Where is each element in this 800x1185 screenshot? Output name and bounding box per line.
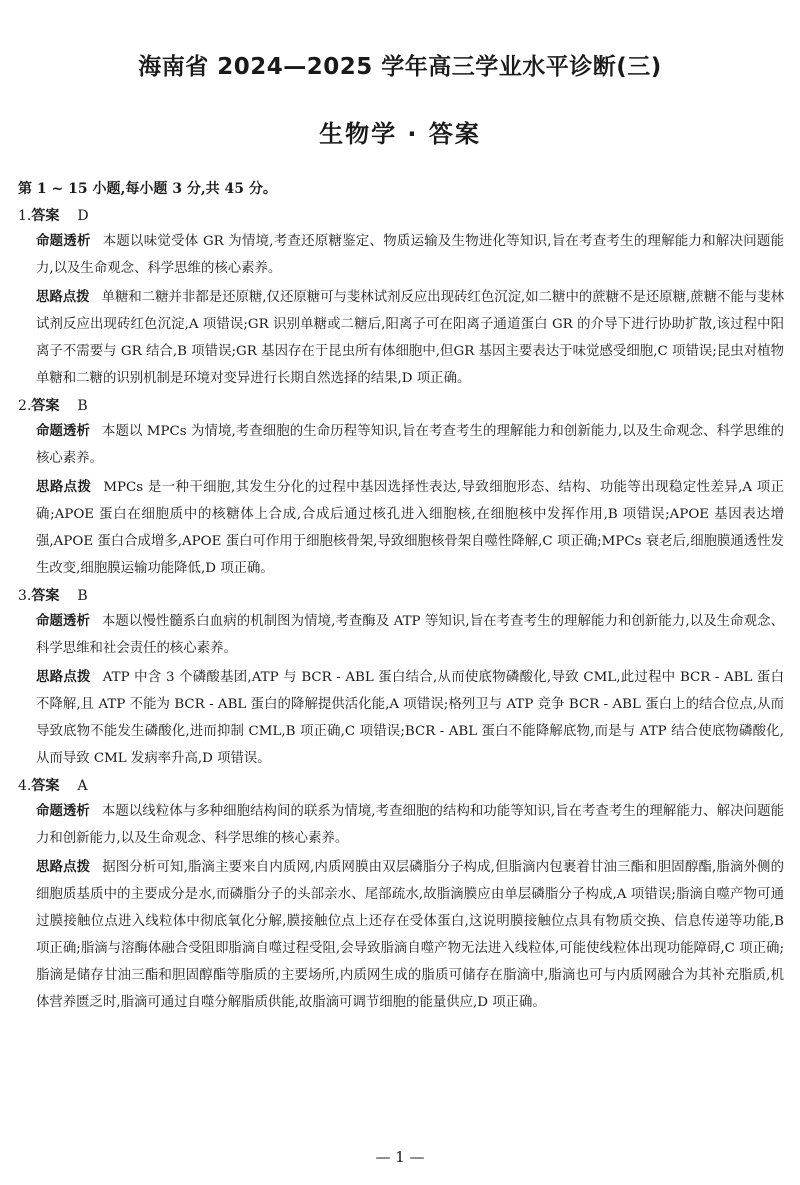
question-number: 2.: [18, 398, 32, 414]
document-body: [18, 178, 784, 1018]
analysis-text: 本题以慢性髓系白血病的机制图为情境,考查酶及 ATP 等知识,旨在考查考生的理解能力和创新能力,以及生命观念、科学思维和社会责任的核心素养。: [36, 614, 784, 656]
page-subtitle: 生物学 · 答案: [319, 120, 481, 148]
question-number: 3.: [18, 588, 32, 604]
question-4: [18, 774, 784, 1016]
question-header: [18, 584, 784, 608]
analysis-paragraph: [36, 608, 784, 662]
hint-paragraph: [36, 474, 784, 582]
hint-text: 据图分析可知,脂滴主要来自内质网,内质网膜由双层磷脂分子构成,但脂滴内包裹着甘油三酯和胆固醇酯,脂滴外侧的细胞质基质中的主要成分是水,而磷脂分子的头部亲水、尾部疏水,故脂滴膜应由单层磷脂分子构成,A 项错误;脂滴自噬产物可通过膜接触位点进入线粒体中彻底氧化分解,膜接触位点上还存在受体蛋白,这说明膜接触位点具有物质交换、信息传递等功能,B 项正确;脂滴与溶酶体融合受阻即脂滴自噬过程受阻,会导致脂滴自噬产物无法进入线粒体,可能使线粒体出现功能障碍,C 项正确;脂滴是储存甘油三酯和胆固醇酯等脂质的主要场所,内质网生成的脂质可储存在脂滴中,脂滴也可与内质网融合为其补充脂质,机体营养匮乏时,脂滴可通过自噬分解脂质供能,故脂滴可调节细胞的能量供应,D 项正确。: [36, 860, 785, 1010]
answer-value: B: [77, 398, 88, 414]
answer-value: A: [77, 778, 88, 794]
analysis-label: 命题透析: [36, 804, 90, 819]
hint-label: 思路点拨: [36, 480, 92, 495]
analysis-label: 命题透析: [36, 424, 90, 439]
page-title: 海南省 2024—2025 学年高三学业水平诊断(三): [138, 54, 662, 80]
hint-paragraph: [36, 664, 784, 772]
analysis-paragraph: [36, 418, 784, 472]
question-1: [18, 204, 784, 392]
analysis-text: 本题以线粒体与多种细胞结构间的联系为情境,考查细胞的结构和功能等知识,旨在考查考生的理解能力、解决问题能力和创新能力,以及生命观念、科学思维的核心素养。: [36, 804, 785, 846]
hint-text: MPCs 是一种干细胞,其发生分化的过程中基因选择性表达,导致细胞形态、结构、功能等出现稳定性差异,A 项正确;APOE 蛋白在细胞质中的核糖体上合成,合成后通过核孔进入细胞核,在细胞核中发挥作用,B 项错误;APOE 基因表达增强,APOE 蛋白合成增多,APOE 蛋白可作用于细胞核骨架,导致细胞核骨架自噬性降解,C 项正确;MPCs 衰老后,细胞膜通透性发生改变,细胞膜运输功能降低,D 项正确。: [36, 480, 784, 576]
answer-label: 答案: [31, 778, 60, 794]
answer-label: 答案: [31, 588, 60, 604]
hint-text: ATP 中含 3 个磷酸基团,ATP 与 BCR - ABL 蛋白结合,从而使底物磷酸化,导致 CML,此过程中 BCR - ABL 蛋白不降解,且 ATP 不能为 BCR - ABL 蛋白的降解提供活化能,A 项错误;格列卫与 ATP 竞争 BCR - ABL 蛋白上的结合位点,从而导致底物不能发生磷酸化,进而抑制 CML,B 项正确,C 项错误;BCR - ABL 蛋白不能降解底物,而是与 ATP 结合使底物磷酸化,从而导致 CML 发病率升高,D 项错误。: [36, 670, 784, 766]
answer-value: B: [77, 588, 88, 604]
section-intro: 第 1 ~ 15 小题,每小题 3 分,共 45 分。: [18, 181, 277, 197]
analysis-text: 本题以 MPCs 为情境,考查细胞的生命历程等知识,旨在考查考生的理解能力和创新能力,以及生命观念、科学思维的核心素养。: [36, 424, 785, 466]
hint-paragraph: [36, 284, 784, 392]
question-header: [18, 774, 784, 798]
analysis-text: 本题以味觉受体 GR 为情境,考查还原糖鉴定、物质运输及生物进化等知识,旨在考查考生的理解能力和解决问题能力,以及生命观念、科学思维的核心素养。: [36, 234, 784, 276]
question-header: [18, 204, 784, 228]
answer-label: 答案: [31, 398, 60, 414]
hint-text: 单糖和二糖并非都是还原糖,仅还原糖可与斐林试剂反应出现砖红色沉淀,如二糖中的蔗糖不是还原糖,蔗糖不能与斐林试剂反应出现砖红色沉淀,A 项错误;GR 识别单糖或二糖后,阳离子可在阳离子通道蛋白 GR 的介导下进行协助扩散,该过程中阳离子不需要与 GR 结合,B 项错误;GR 基因存在于昆虫所有体细胞中,但GR 基因主要表达于味觉感受细胞,C 项错误;昆虫对植物单糖和二糖的识别机制是环境对变异进行长期自然选择的结果,D 项正确。: [36, 290, 784, 386]
analysis-paragraph: [36, 798, 784, 852]
answer-value: D: [77, 208, 89, 224]
question-2: [18, 394, 784, 582]
hint-label: 思路点拨: [36, 860, 91, 875]
question-number: 1.: [18, 208, 32, 224]
hint-label: 思路点拨: [36, 290, 90, 305]
question-header: [18, 394, 784, 418]
analysis-label: 命题透析: [36, 614, 90, 629]
hint-paragraph: [36, 854, 784, 1016]
analysis-label: 命题透析: [36, 234, 91, 249]
page-number: — 1 —: [375, 1148, 425, 1166]
hint-label: 思路点拨: [36, 670, 91, 685]
analysis-paragraph: [36, 228, 784, 282]
question-3: [18, 584, 784, 772]
answer-label: 答案: [31, 208, 60, 224]
question-number: 4.: [18, 778, 32, 794]
